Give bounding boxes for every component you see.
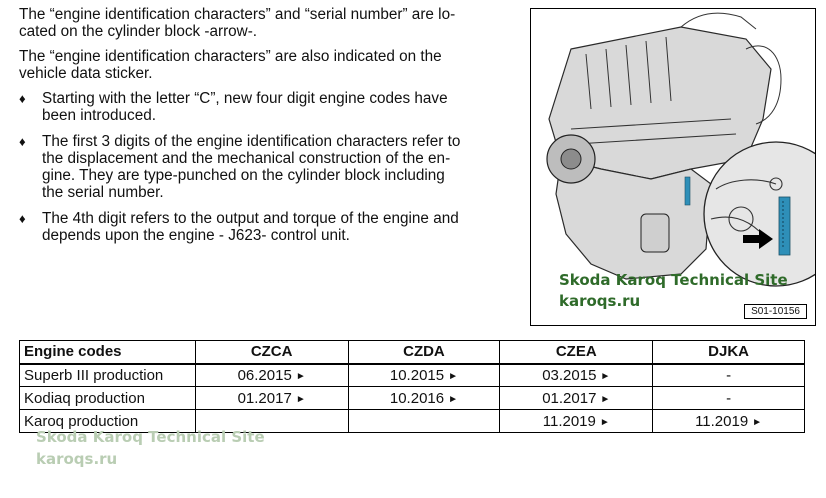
play-arrow-icon: ► bbox=[599, 416, 610, 428]
bottom-watermark-url: karoqs.ru bbox=[36, 450, 118, 468]
header-engine-codes: Engine codes bbox=[20, 341, 196, 364]
play-arrow-icon: ► bbox=[600, 393, 611, 405]
figure-id-label: S01-10156 bbox=[744, 304, 807, 319]
row-label: Karoq production bbox=[20, 410, 196, 433]
header-czca: CZCA bbox=[195, 341, 348, 364]
description-text bbox=[19, 6, 499, 253]
play-arrow-icon: ► bbox=[752, 416, 763, 428]
cell-date: 10.2016 bbox=[389, 389, 445, 407]
bottom-watermark-title: Skoda Karoq Technical Site bbox=[36, 428, 265, 446]
table-cell bbox=[500, 387, 653, 410]
table-cell bbox=[195, 364, 348, 387]
play-arrow-icon: ► bbox=[600, 370, 611, 382]
cell-date: 06.2015 bbox=[237, 366, 292, 384]
engine-figure bbox=[530, 8, 816, 326]
engine-codes-table bbox=[19, 340, 805, 433]
location-paragraph: The “engine identification characters” and “serial number” are lo- cated on the cylinder block -arrow-. bbox=[19, 6, 456, 40]
table-cell bbox=[653, 364, 805, 387]
row-label: Kodiaq production bbox=[20, 387, 196, 410]
cell-date: 10.2015 bbox=[389, 366, 445, 384]
play-arrow-icon: ► bbox=[448, 393, 459, 405]
table-cell bbox=[653, 410, 805, 433]
table-cell bbox=[348, 364, 500, 387]
diamond-bullet-icon: ♦ bbox=[19, 211, 26, 226]
bullet-item bbox=[19, 133, 499, 201]
cell-date: 11.2019 bbox=[695, 412, 749, 430]
cell-date: - bbox=[726, 389, 732, 407]
header-czda: CZDA bbox=[348, 341, 500, 364]
table-cell bbox=[348, 387, 500, 410]
cell-date: 11.2019 bbox=[542, 412, 596, 430]
table-row bbox=[20, 364, 805, 387]
cell-date: 01.2017 bbox=[542, 389, 597, 407]
play-arrow-icon: ► bbox=[448, 370, 459, 382]
table-cell bbox=[500, 364, 653, 387]
table-cell bbox=[348, 410, 500, 433]
diamond-bullet-icon: ♦ bbox=[19, 91, 26, 106]
diamond-bullet-icon: ♦ bbox=[19, 134, 26, 149]
play-arrow-icon: ► bbox=[295, 370, 306, 382]
watermark-url: karoqs.ru bbox=[559, 292, 641, 310]
table-row bbox=[20, 387, 805, 410]
cell-date: - bbox=[726, 366, 732, 384]
bullet-item bbox=[19, 210, 499, 244]
cell-date: 03.2015 bbox=[542, 366, 597, 384]
bullet-text: Starting with the letter “C”, new four digit engine codes have been introduced. bbox=[42, 90, 448, 124]
bullet-item bbox=[19, 90, 499, 124]
table-cell bbox=[500, 410, 653, 433]
table-header-row bbox=[20, 341, 805, 364]
table-cell bbox=[653, 387, 805, 410]
sticker-paragraph: The “engine identification characters” are also indicated on the vehicle data sticker. bbox=[19, 48, 442, 82]
watermark-title: Skoda Karoq Technical Site bbox=[559, 271, 788, 289]
header-djka: DJKA bbox=[653, 341, 805, 364]
header-czea: CZEA bbox=[500, 341, 653, 364]
play-arrow-icon: ► bbox=[295, 393, 306, 405]
cell-date: 01.2017 bbox=[237, 389, 292, 407]
bullet-text: The 4th digit refers to the output and torque of the engine and depends upon the engine - J623- control unit. bbox=[42, 210, 459, 244]
bullet-text: The first 3 digits of the engine identification characters refer to the displacement and the mechanical construction of the en- gine. They are type-punched on the cylinder block including the serial number. bbox=[42, 133, 461, 201]
row-label: Superb III production bbox=[20, 364, 196, 387]
table-cell bbox=[195, 387, 348, 410]
